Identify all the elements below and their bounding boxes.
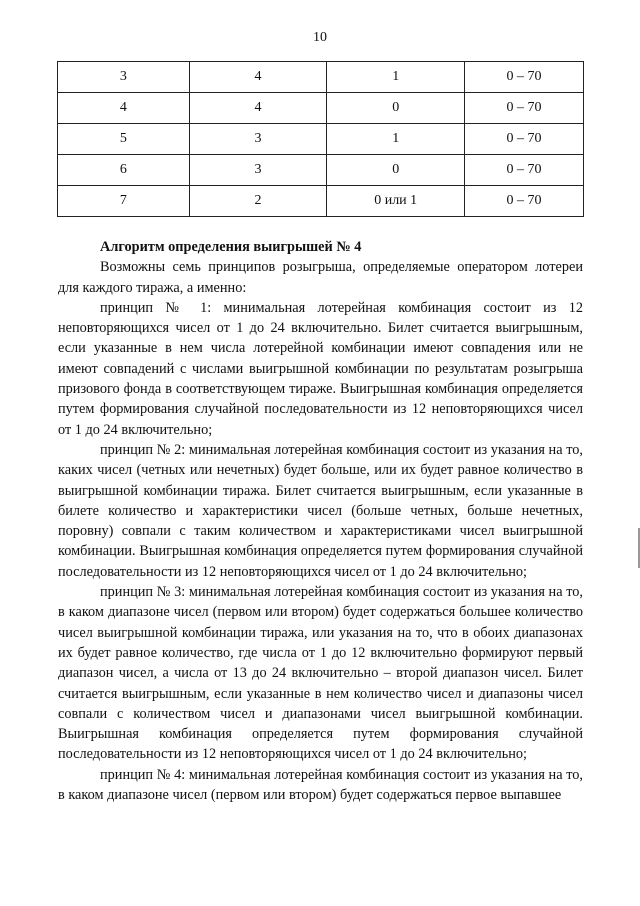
table-cell: 1 [327, 62, 465, 93]
table-cell: 7 [58, 186, 190, 217]
table-row [58, 124, 584, 155]
table-cell: 3 [189, 155, 327, 186]
document-body [58, 237, 583, 805]
principle-4: принцип № 4: минимальная лотерейная комбинация состоит из указания на то, в каком диапазоне чисел (первом или втором) будет содержаться первое выпавшее [58, 766, 583, 804]
table-cell: 5 [58, 124, 190, 155]
table-cell: 2 [189, 186, 327, 217]
table-cell: 0 [327, 93, 465, 124]
table-cell: 4 [189, 62, 327, 93]
results-table [57, 61, 584, 217]
table-cell: 0 – 70 [465, 93, 584, 124]
table-cell: 0 или 1 [327, 186, 465, 217]
table-row [58, 93, 584, 124]
table-cell: 3 [189, 124, 327, 155]
table-cell: 0 [327, 155, 465, 186]
table-cell: 1 [327, 124, 465, 155]
table-cell: 0 – 70 [465, 155, 584, 186]
section-heading: Алгоритм определения выигрышей № 4 [100, 239, 362, 255]
table-cell: 0 – 70 [465, 62, 584, 93]
table-cell: 3 [58, 62, 190, 93]
table-row [58, 186, 584, 217]
table-cell: 6 [58, 155, 190, 186]
table-cell: 4 [58, 93, 190, 124]
table-row [58, 62, 584, 93]
table-cell: 0 – 70 [465, 124, 584, 155]
intro-paragraph: Возможны семь принципов розыгрыша, определяемые оператором лотереи для каждого тиража, а именно: [58, 259, 583, 296]
table-cell: 4 [189, 93, 327, 124]
page-number: 10 [313, 30, 327, 45]
principle-2: принцип № 2: минимальная лотерейная комбинация состоит из указания на то, каких чисел (четных или нечетных) будет больше, или их будет равное количество в выигрышной комбинации тиража. Билет считается выигрышным, если указанные в билете количество и характеристики чисел (больше четных, больше нечетных, поровну) совпали с таким количеством и характеристиками чисел выигрышной комбинации. Выигрышная комбинация определяется путем формирования случайной последовательности из 12 неповторяющихся чисел от 1 до 24 включительно; [58, 441, 583, 580]
table-row [58, 155, 584, 186]
table-cell: 0 – 70 [465, 186, 584, 217]
principle-3: принцип № 3: минимальная лотерейная комбинация состоит из указания на то, в каком диапазоне чисел (первом или втором) будет содержаться большее количество чисел выигрышной комбинации тиража, или указания на то, что в обоих диапазонах их будет равное количество, где числа от 1 до 12 включительно формируют первый диапазон чисел, а числа от 13 до 24 включительно – второй диапазон чисел. Билет считается выигрышным, если указанные в нем количество чисел и диапазоны чисел совпали с количеством чисел и диапазонами чисел выигрышной комбинации. Выигрышная комбинация определяется путем формирования случайной последовательности из 12 неповторяющихся чисел от 1 до 24 включительно; [58, 584, 583, 763]
principle-1: принцип № 1: минимальная лотерейная комбинация состоит из 12 неповторяющихся чисел от 1 до 24 включительно. Билет считается выигрышным, если указанные в нем числа лотерейной комбинации имеют совпадения или не имеют совпадений с числами выигрышной комбинации по результатам розыгрыша призового фонда в соответствующем тираже. Выигрышная комбинация определяется путем формирования случайной последовательности из 12 неповторяющихся чисел от 1 до 24 включительно; [58, 299, 583, 438]
